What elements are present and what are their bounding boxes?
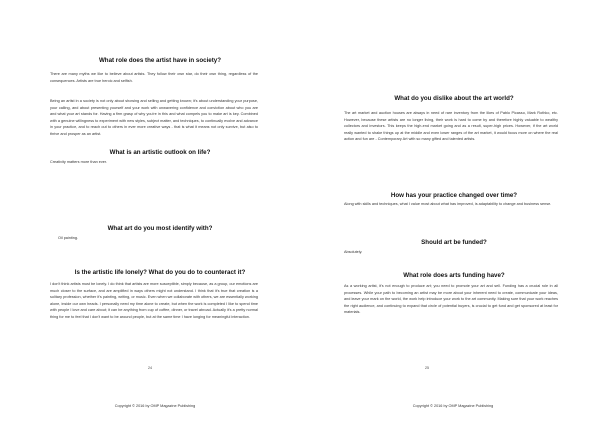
heading-artistic-outlook: What is an artistic outlook on life? [109, 149, 211, 156]
paragraph-art-market: The art market and auction houses are always in need of rare inventory from the likes of Pablo Picasso, Mark Rothko, etc. However, because these artists are no longer living, their work is hard to come by and therefore highly valuable to wealthy collectors and investors. This keeps the high-end market going and as a result, super-high prices. However, if the art world really wanted to shake things up at the middle and even lower ranges of the art market, it would focus more on where the real action and fun are - Contemporary Art with so many gifted and talented artists. [344, 111, 558, 142]
copyright: Copyright © 2016 by OMP Magazine Publishing [114, 404, 196, 408]
heading-artist-role: What role does the artist have in society? [98, 57, 222, 64]
paragraph-absolutely: Absolutely. [344, 250, 363, 254]
paragraph-oil-painting: Oil painting. [58, 236, 79, 240]
copyright: Copyright © 2016 by OMP Magazine Publishing [412, 404, 494, 408]
paragraph-funding: As a working artist, it's not enough to produce art; you need to promote your art and sell. Funding has a crucial role in all processes. While your path to becoming an artist may be more about your inherent need to create, communicate your ideas, and leave your mark on the world, the work help introduce your work to the art community. Making sure that your work reaches the right audience, and continuing to expand that circle of potential buyers, is crucial to get fund and get sponsored at least for materials. [344, 284, 558, 315]
heading-artistic-lonely: Is the artistic life lonely? What do you do to counteract it? [74, 269, 246, 276]
page-number: 24 [148, 366, 152, 370]
paragraph-creativity: Creativity matters more than ever. [50, 160, 107, 164]
heading-dislike-art-world: What do you dislike about the art world? [394, 95, 514, 102]
heading-art-funded: Should art be funded? [421, 239, 487, 246]
paragraph-lonely: I don't think artists must be lonely. I do think that artists are more susceptible, simply because, as a group, our emotions are much closer to the surface, and are amplified in ways others might not understand. I think that it's true that creation is a solitary profession, whether it's painting, writing, or music. Even when we collaborate with others, we are essentially working alone, inside our own heads. I personally need my time alone to create, but when the work is completed I like to spend time with people I love and care about; it can be anything from cup of coffee, dinner, or travel abroad. Actually it's a pretty normal thing for me to feel that I don't want to be around people, but at the same time I have longing for meaningful interaction. [50, 282, 258, 319]
heading-practice-changed: How has your practice changed over time? [390, 192, 518, 199]
paragraph-artist-society: Being an artist in a society is not only about showing and selling and getting known; it's about understanding your purpose, your calling, and about presenting yourself and your work with unwavering confidence and conviction about who you are and what your art stands for. Having a firm grasp of why you're in this and what compels you to make art is key. Combined with a genuine willingness to experiment with new styles, subject matter, and techniques, to continually evolve and advance in your practice, and to reach out to others in ever more creative ways - that is what it means not only survive, but also to thrive and prosper as an artist. [50, 99, 258, 136]
paragraph-practice: Along with skills and techniques, what I value most about what has improved, is adaptability to change and business sense. [344, 202, 552, 206]
heading-art-identify: What art do you most identify with? [107, 225, 213, 232]
page-number: 25 [425, 366, 429, 370]
heading-arts-funding-role: What role does arts funding have? [403, 272, 505, 279]
paragraph-myths: There are many myths we like to believe about artists. They follow their own star, do their own thing, regardless of the consequences. Artists are true heroic and selfish. [50, 72, 258, 83]
right-page [300, 0, 600, 424]
